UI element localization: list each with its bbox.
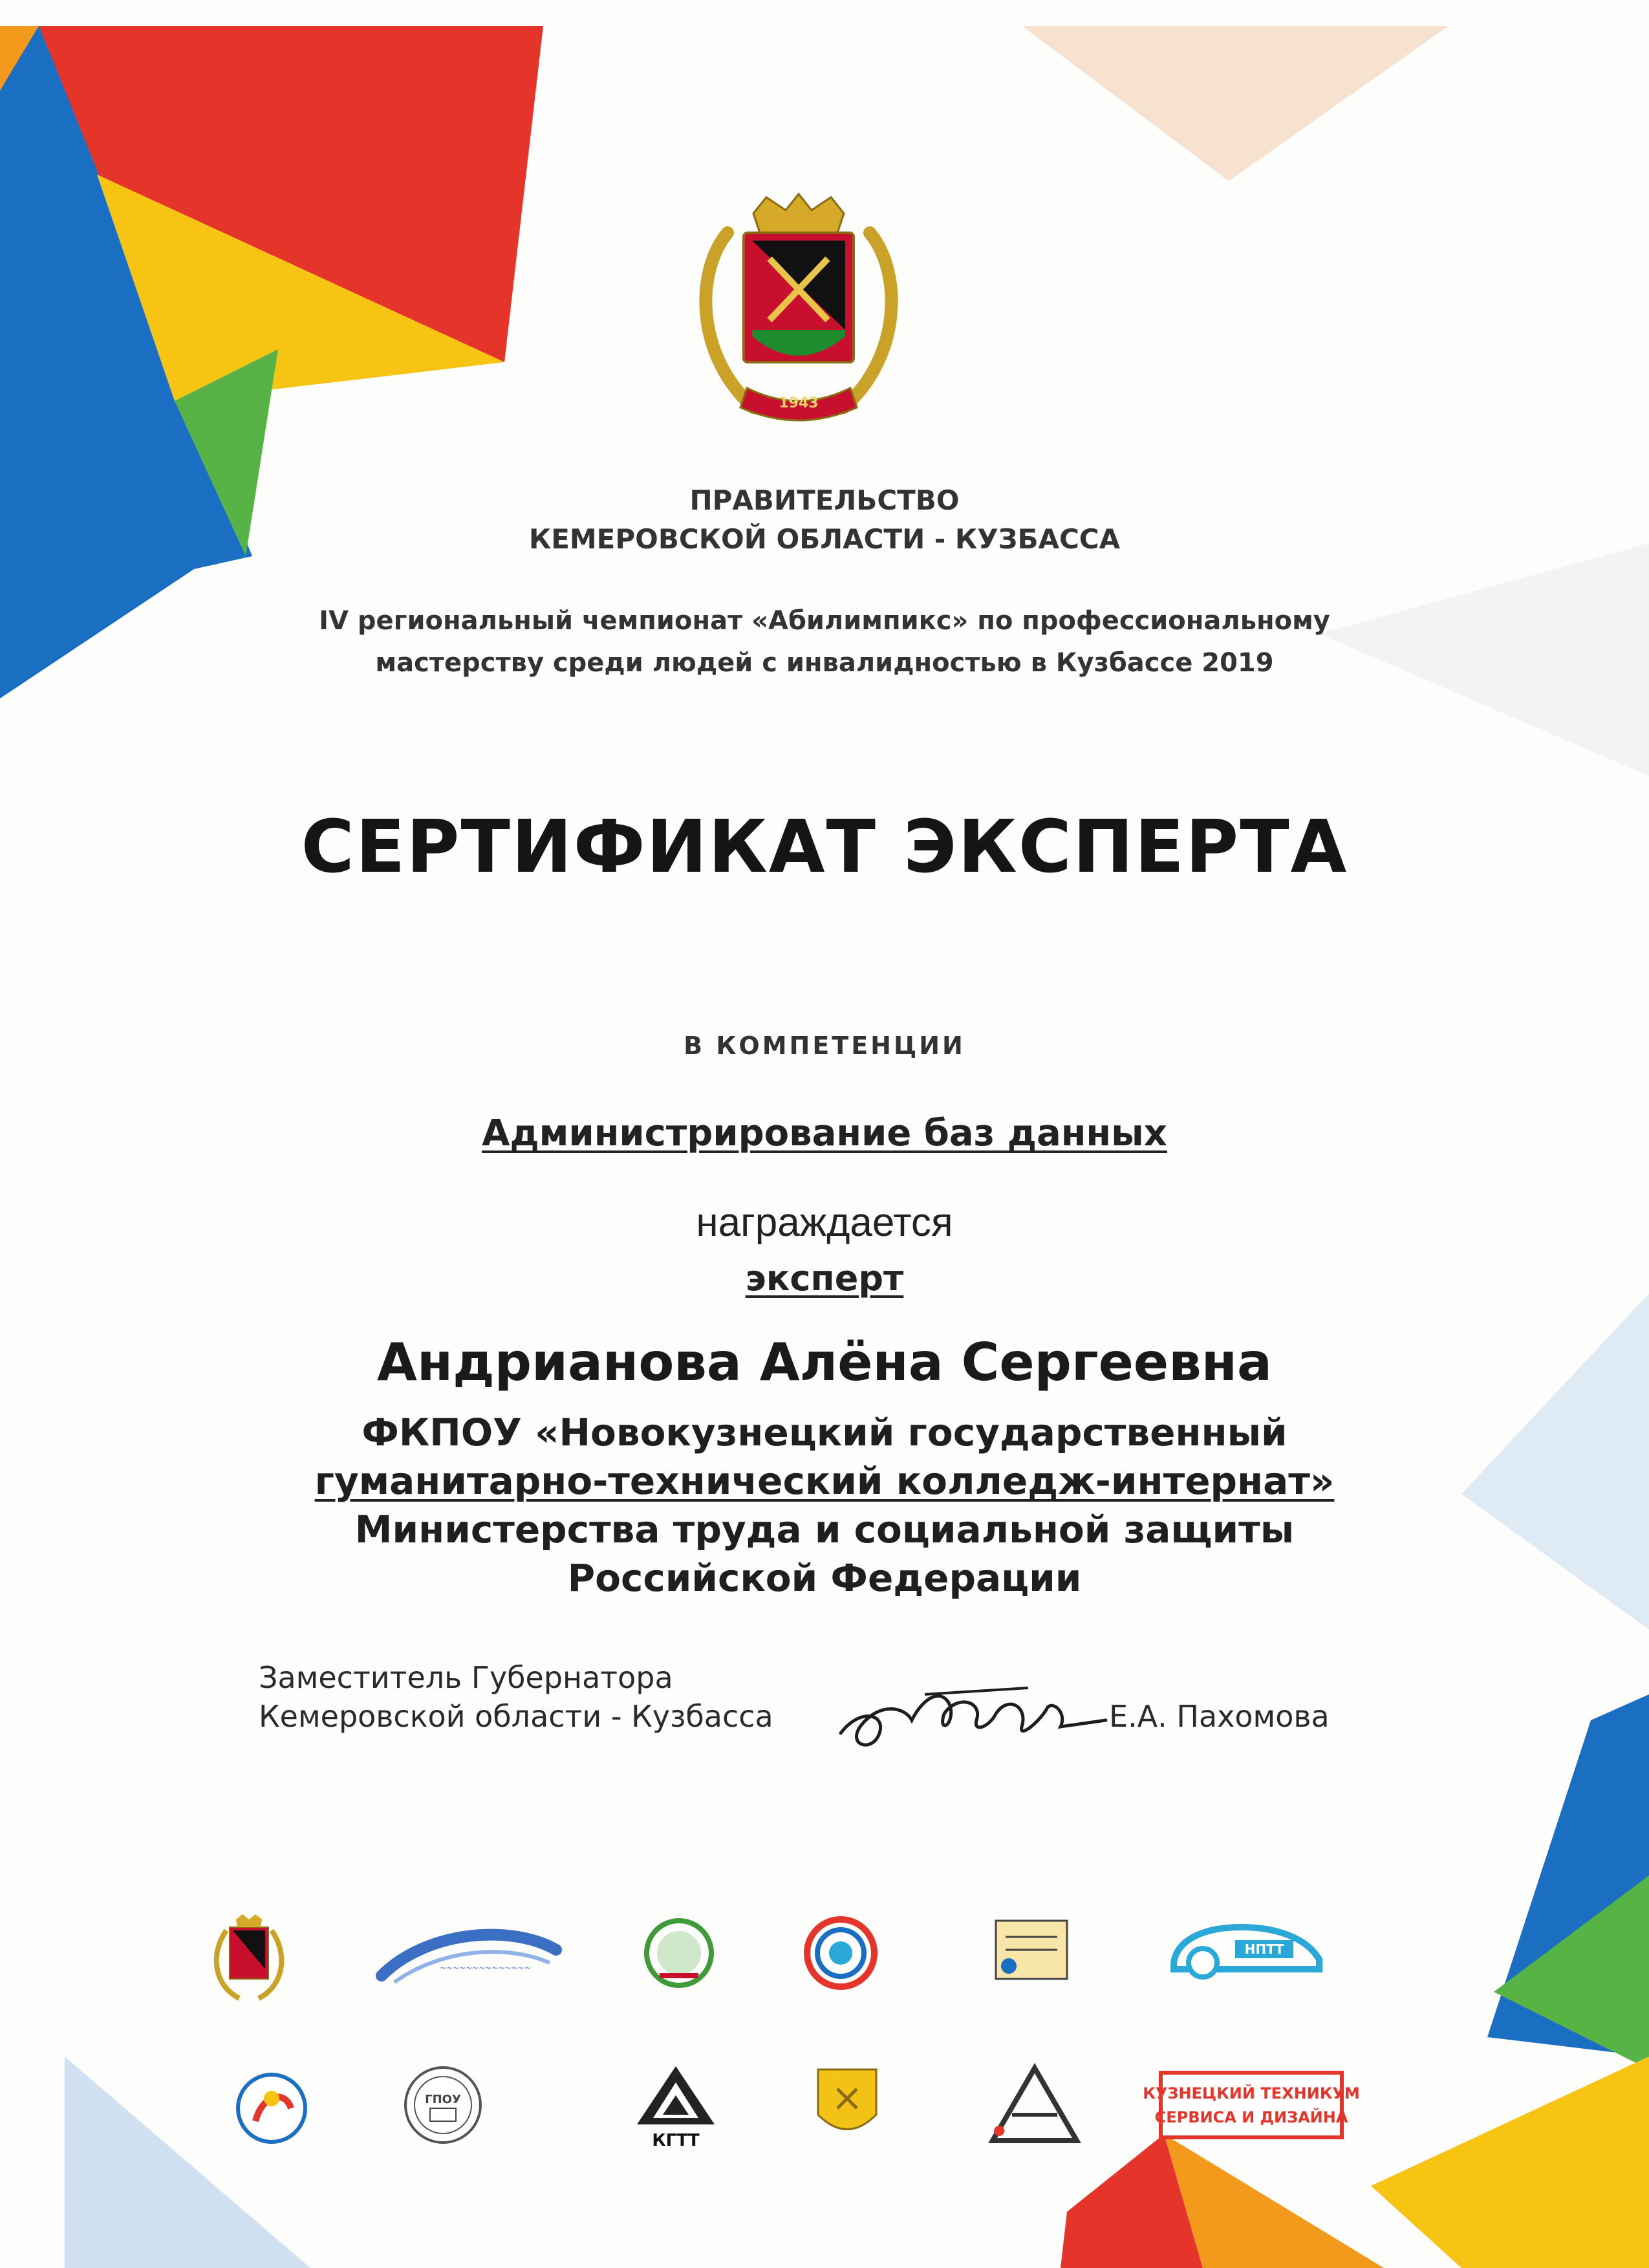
kemerovo-coat-of-arms-icon <box>682 194 915 446</box>
bg-orange-bottom <box>1164 2134 1384 2268</box>
colorful-circle-logo-icon <box>233 2069 310 2147</box>
svg-text:ГПОУ: ГПОУ <box>425 2093 461 2106</box>
role-text: эксперт <box>745 1258 904 1299</box>
svg-text:1943: 1943 <box>779 395 819 411</box>
organization-line3: Министерства труда и социальной защиты <box>354 1507 1295 1551</box>
signatory-name: Е.А. Пахомова <box>1109 1699 1330 1734</box>
government-title-line1: ПРАВИТЕЛЬСТВО <box>689 484 960 516</box>
competence-label: В КОМПЕТЕНЦИИ <box>684 1031 965 1060</box>
svg-text:НПТТ: НПТТ <box>1244 1941 1284 1957</box>
gpou-seal-icon <box>401 2063 485 2147</box>
awarded-text: награждается <box>696 1200 953 1245</box>
svg-text:КУЗНЕЦКИЙ ТЕХНИКУМ: КУЗНЕЦКИЙ ТЕХНИКУМ <box>1143 2084 1360 2102</box>
gbou-circle-logo-icon <box>802 1914 879 1992</box>
kemerovo-coat-of-arms-small-icon <box>210 1914 288 2005</box>
bg-yellow-right <box>1371 2057 1649 2268</box>
kgtt-pyramid-logo-icon <box>627 2063 724 2154</box>
organization-line4: Российской Федерации <box>567 1556 1082 1600</box>
svg-text:СЕРВИСА И ДИЗАЙНА: СЕРВИСА И ДИЗАЙНА <box>1154 2108 1348 2126</box>
championship-line2: мастерству среди людей с инвалидностью в Кузбассе 2019 <box>375 648 1274 678</box>
signature-icon <box>834 1669 1112 1766</box>
championship-line1: IV региональный чемпионат «Абилимпикс» по профессиональному <box>319 606 1330 636</box>
signatory-position-line2: Кемеровской области - Кузбасса <box>259 1699 773 1734</box>
competence-name: Администрирование баз данных <box>482 1112 1167 1154</box>
certificate-title: СЕРТИФИКАТ ЭКСПЕРТА <box>301 805 1348 889</box>
yellow-shield-logo-icon <box>812 2063 883 2147</box>
signatory-position-line1: Заместитель Губернатора <box>259 1660 673 1695</box>
book-college-logo-icon <box>989 1914 1073 1992</box>
ktsd-logo-icon <box>1143 2063 1360 2154</box>
triangle-logo-icon <box>986 2063 1083 2147</box>
nptt-car-logo-icon <box>1164 1914 1326 1985</box>
recipient-name: Андрианова Алёна Сергеевна <box>376 1332 1273 1392</box>
center-arc-logo-icon <box>369 1924 563 1995</box>
government-title-line2: КЕМЕРОВСКОЙ ОБЛАСТИ - КУЗБАССА <box>528 523 1121 555</box>
organization-line2: гуманитарно-технический колледж-интернат» <box>314 1459 1335 1503</box>
organization-line1: ФКПОУ «Новокузнецкий государственный <box>361 1410 1288 1454</box>
bg-peach-top <box>1022 26 1449 181</box>
svg-text:~~~~~~~~~~~~~~: ~~~~~~~~~~~~~~ <box>440 1963 531 1972</box>
anniversary-college-logo-icon <box>640 1914 718 1998</box>
svg-text:КГТТ: КГТТ <box>652 2131 700 2150</box>
